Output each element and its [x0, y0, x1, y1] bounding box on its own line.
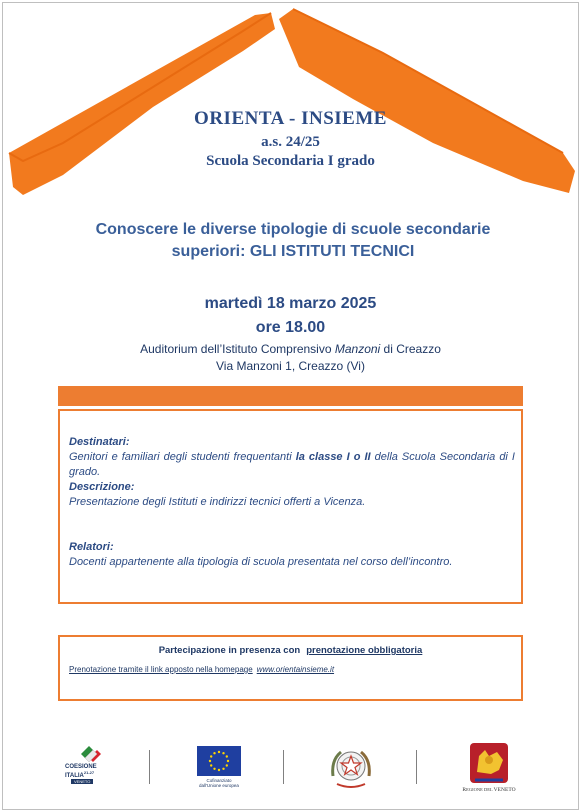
- description-text: Presentazione degli Istituti e indirizzi tecnici offerti a Vicenza.: [69, 496, 366, 508]
- republic-emblem-icon: [327, 742, 375, 792]
- coesione-italia-logo: [65, 744, 115, 792]
- speakers-label: Relatori:: [69, 541, 114, 553]
- recipients-post: della Scuola Secondaria di I grado.: [69, 451, 515, 478]
- venue-suffix: di Creazzo: [380, 342, 441, 356]
- logo-strip: [3, 738, 578, 798]
- logo-divider: [283, 750, 284, 784]
- coesione-line-2: [65, 770, 97, 779]
- italian-republic-emblem: [327, 742, 375, 792]
- event-series-title: ORIENTA - INSIEME: [194, 108, 387, 129]
- school-level: Scuola Secondaria I grado: [206, 153, 375, 169]
- coesione-years: 21-27: [83, 770, 95, 775]
- registration-line: [60, 645, 521, 656]
- flyer-page: [2, 2, 579, 810]
- registration-box: [58, 635, 523, 701]
- school-year: a.s. 24/25: [261, 134, 320, 150]
- eu-cofinanced-logo: [189, 746, 249, 790]
- roof-graphic: [3, 3, 578, 203]
- recipients-label: Destinatari:: [69, 436, 130, 448]
- spacer: [69, 510, 515, 540]
- subject-line-1: Conoscere le diverse tipologie di scuole secondarie: [95, 221, 491, 238]
- coesione-line-1: COESIONE: [65, 764, 97, 770]
- recipients-class: la classe I o II: [295, 451, 371, 463]
- eu-line-1: Cofinanziato: [206, 778, 232, 783]
- veneto-name: VENETO: [493, 787, 516, 793]
- eu-line-2: dall'Unione europea: [199, 783, 239, 788]
- speakers-text: Docenti appartenente alla tipologia di scuola presentata nel corso dell’incontro.: [69, 556, 453, 568]
- website-link[interactable]: www.orientainsieme.it: [256, 665, 335, 674]
- veneto-text: [459, 787, 519, 793]
- event-subject: [63, 219, 523, 263]
- venue-prefix: Auditorium dell’Istituto Comprensivo: [140, 342, 335, 356]
- eu-flag-icon: [197, 746, 241, 776]
- regione-veneto-logo: [462, 742, 516, 796]
- event-venue: [3, 342, 578, 356]
- booking-link-line[interactable]: [69, 665, 334, 674]
- logo-divider: [416, 750, 417, 784]
- venue-name: Manzoni: [334, 342, 381, 356]
- winged-lion-icon: [469, 742, 509, 784]
- veneto-r: R: [462, 787, 467, 793]
- details-box: [58, 409, 523, 604]
- orange-divider-bar: [58, 386, 523, 406]
- coesione-text: [65, 764, 97, 779]
- event-address: Via Manzoni 1, Creazzo (Vi): [216, 359, 365, 373]
- registration-text: Partecipazione in presenza con: [158, 645, 301, 656]
- veneto-egione: EGIONE DEL: [466, 787, 494, 792]
- event-date: martedì 18 marzo 2025: [204, 295, 377, 312]
- details-content: [69, 435, 515, 570]
- description-label: Descrizione:: [69, 481, 135, 493]
- coesione-region: VENETO: [71, 779, 93, 784]
- booking-link-text: Prenotazione tramite il link apposto nella homepage: [69, 665, 253, 674]
- coesione-italia: ITALIA: [65, 773, 84, 779]
- subject-line-2: superiori: GLI ISTITUTI TECNICI: [171, 243, 415, 260]
- event-time: ore 18.00: [255, 319, 326, 336]
- eu-text: [189, 778, 249, 788]
- logo-divider: [149, 750, 150, 784]
- recipients-pre: Genitori e familiari degli studenti frequentanti: [69, 451, 296, 463]
- mandatory-booking-note: prenotazione obbligatoria: [306, 645, 423, 656]
- recipients-text: [69, 450, 515, 480]
- coesione-mark-icon: [77, 744, 107, 764]
